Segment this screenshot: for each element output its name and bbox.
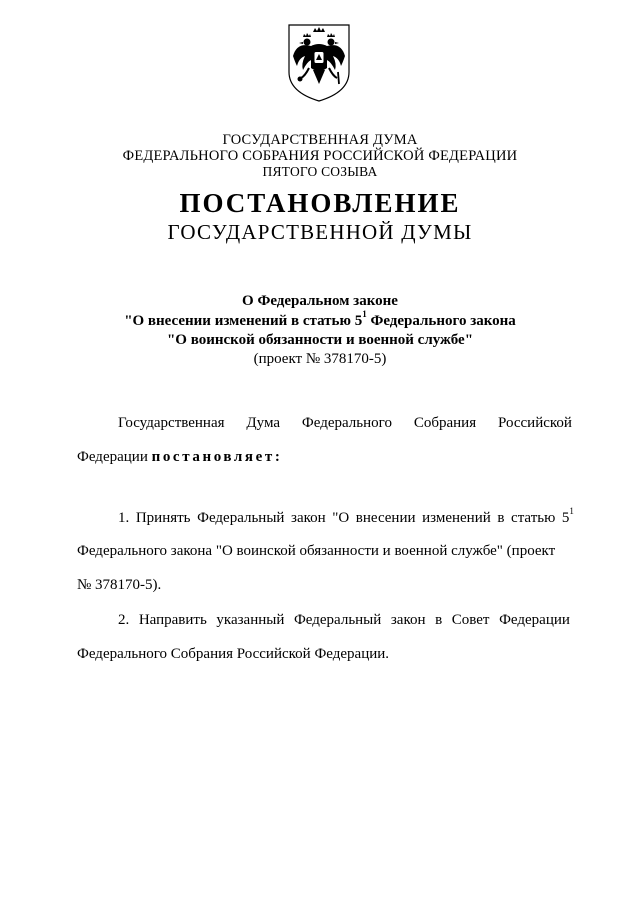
- subject-line-2-pre: "О внесении изменений в статью 5: [124, 313, 363, 329]
- header-convocation: ПЯТОГО СОЗЫВА: [262, 164, 378, 179]
- preamble-resolves: постановляет:: [151, 449, 283, 465]
- word: Направить: [138, 612, 207, 628]
- word: 2.: [118, 612, 130, 628]
- word: Федеральный: [293, 612, 382, 628]
- word: Федеральный: [197, 510, 285, 526]
- word: "О: [332, 510, 350, 526]
- preamble-federation: Федерации: [77, 449, 152, 465]
- word: Российской: [498, 415, 572, 431]
- preamble-line-2: [77, 448, 282, 466]
- subject-line-2: [0, 309, 640, 330]
- word: указанный: [216, 612, 285, 628]
- word: Государственная: [118, 415, 225, 431]
- preamble-line-1: [118, 414, 572, 432]
- word: в: [497, 510, 505, 526]
- word: Федерации: [499, 612, 570, 628]
- word: Принять: [135, 510, 191, 526]
- document-title: ПОСТАНОВЛЕНИЕ: [179, 188, 461, 218]
- word: Собрания: [413, 415, 477, 431]
- subject-line-1: О Федеральном законе: [242, 293, 398, 309]
- subject-line-2-post: Федерального закона: [366, 313, 516, 329]
- double-headed-eagle-icon: [285, 22, 353, 104]
- header-federal-assembly: ФЕДЕРАЛЬНОГО СОБРАНИЯ РОССИЙСКОЙ ФЕДЕРАЦИИ: [122, 148, 518, 164]
- document-subtitle: ГОСУДАРСТВЕННОЙ ДУМЫ: [167, 220, 473, 244]
- word: закон: [390, 612, 426, 628]
- item1-line-2: Федерального закона "О воинской обязанности и военной службе" (проект: [77, 543, 556, 559]
- article-number: [561, 506, 574, 527]
- project-number: (проект № 378170-5): [253, 351, 387, 367]
- word: Федерального: [301, 415, 392, 431]
- word: изменений: [422, 510, 491, 526]
- coat-of-arms-emblem: [285, 22, 353, 104]
- word: в: [435, 612, 443, 628]
- subject-line-3: "О воинской обязанности и военной службе": [166, 332, 474, 348]
- word: 5: [561, 510, 570, 526]
- item1-line-3: № 378170-5).: [77, 577, 162, 593]
- subject-superscript: 1: [362, 309, 367, 319]
- item2-line-1: [118, 611, 570, 629]
- item1-superscript: 1: [569, 506, 574, 516]
- word: внесении: [355, 510, 416, 526]
- item2-line-2: Федерального Собрания Российской Федерации.: [77, 646, 390, 662]
- word: закон: [291, 510, 326, 526]
- word: Совет: [451, 612, 490, 628]
- word: 1.: [118, 510, 130, 526]
- word: Дума: [246, 415, 281, 431]
- item1-line-1: [118, 506, 574, 527]
- word: статью: [511, 510, 556, 526]
- header-duma: ГОСУДАРСТВЕННАЯ ДУМА: [222, 132, 418, 148]
